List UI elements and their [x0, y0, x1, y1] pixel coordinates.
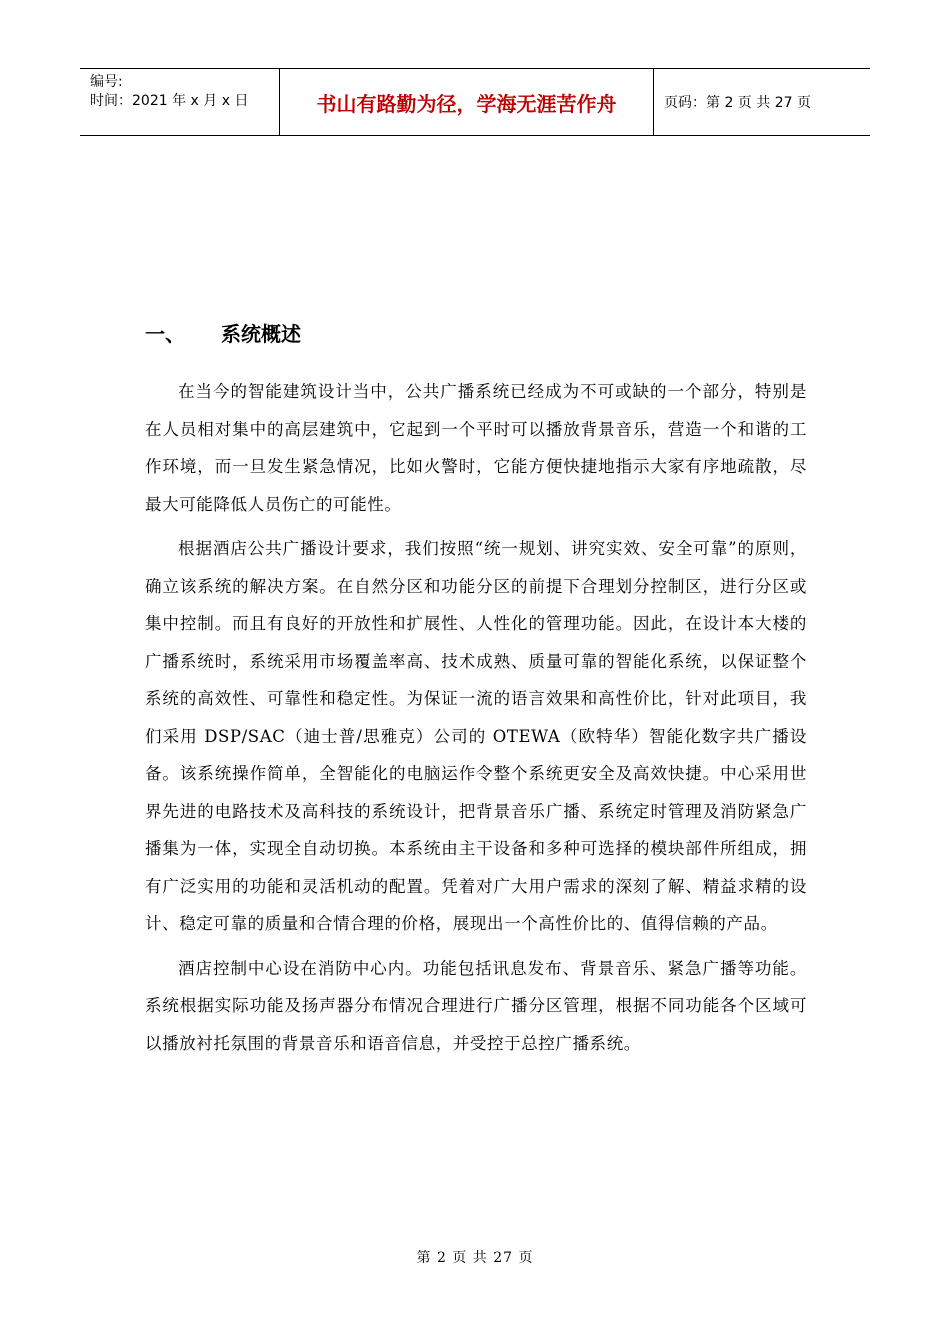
paragraph: 酒店控制中心设在消防中心内。功能包括讯息发布、背景音乐、紧急广播等功能。系统根据实际功能及扬声器分布情况合理进行广播分区管理，根据不同功能各个区域可以播放衬托氛围的背景音乐和语音信息，并受控于总控广播系统。 [145, 958, 807, 1053]
page-footer: 第 2 页 共 27 页 [416, 1250, 534, 1266]
section-title: 系统概述 [221, 322, 301, 346]
paragraph: 在当今的智能建筑设计当中，公共广播系统已经成为不可或缺的一个部分，特别是在人员相对集中的高层建筑中，它起到一个平时可以播放背景音乐，营造一个和谐的工作环境，而一旦发生紧急情况，比如火警时，它能方便快捷地指示大家有序地疏散，尽最大可能降低人员伤亡的可能性。 [145, 382, 807, 514]
header-motto: 书山有路勤为径，学海无涯苦作舟 [280, 69, 654, 135]
header-page-info: 页码：第 2 页 共 27 页 [664, 95, 811, 111]
header-number-label: 编号: [90, 74, 123, 90]
paragraph: 根据酒店公共广播设计要求，我们按照“统一规划、讲究实效、安全可靠”的原则，确立该系统的解决方案。在自然分区和功能分区的前提下合理划分控制区，进行分区或集中控制。而且有良好的开放性和扩展性、人性化的管理功能。因此，在设计本大楼的广播系统时，系统采用市场覆盖率高、技术成熟、质量可靠的智能化系统，以保证整个系统的高效性、可靠性和稳定性。为保证一流的语言效果和高性价比，针对此项目，我们采用 DSP/SAC（迪士普/思雅克）公司的 OTEWA（欧特华）智能化数字共广播设备。该系统操作简单，全智能化的电脑运作令整个系统更安全及高效快捷。中心采用世界先进的电路技术及高科技的系统设计，把背景音乐广播、系统定时管理及消防紧急广播集为一体，实现全自动切换。本系统由主干设备和多种可选择的模块部件所组成，拥有广泛实用的功能和灵活机动的配置。凭着对广大用户需求的深刻了解、精益求精的设计、稳定可靠的质量和合情合理的价格，展现出一个高性价比的、值得信赖的产品。 [145, 539, 807, 933]
page-header [80, 68, 870, 136]
header-meta [80, 69, 280, 135]
section-heading [145, 318, 301, 347]
body-text [145, 373, 807, 1069]
header-time-label: 时间：2021 年 x 月 x 日 [90, 93, 249, 109]
section-number: 一、 [145, 322, 185, 346]
